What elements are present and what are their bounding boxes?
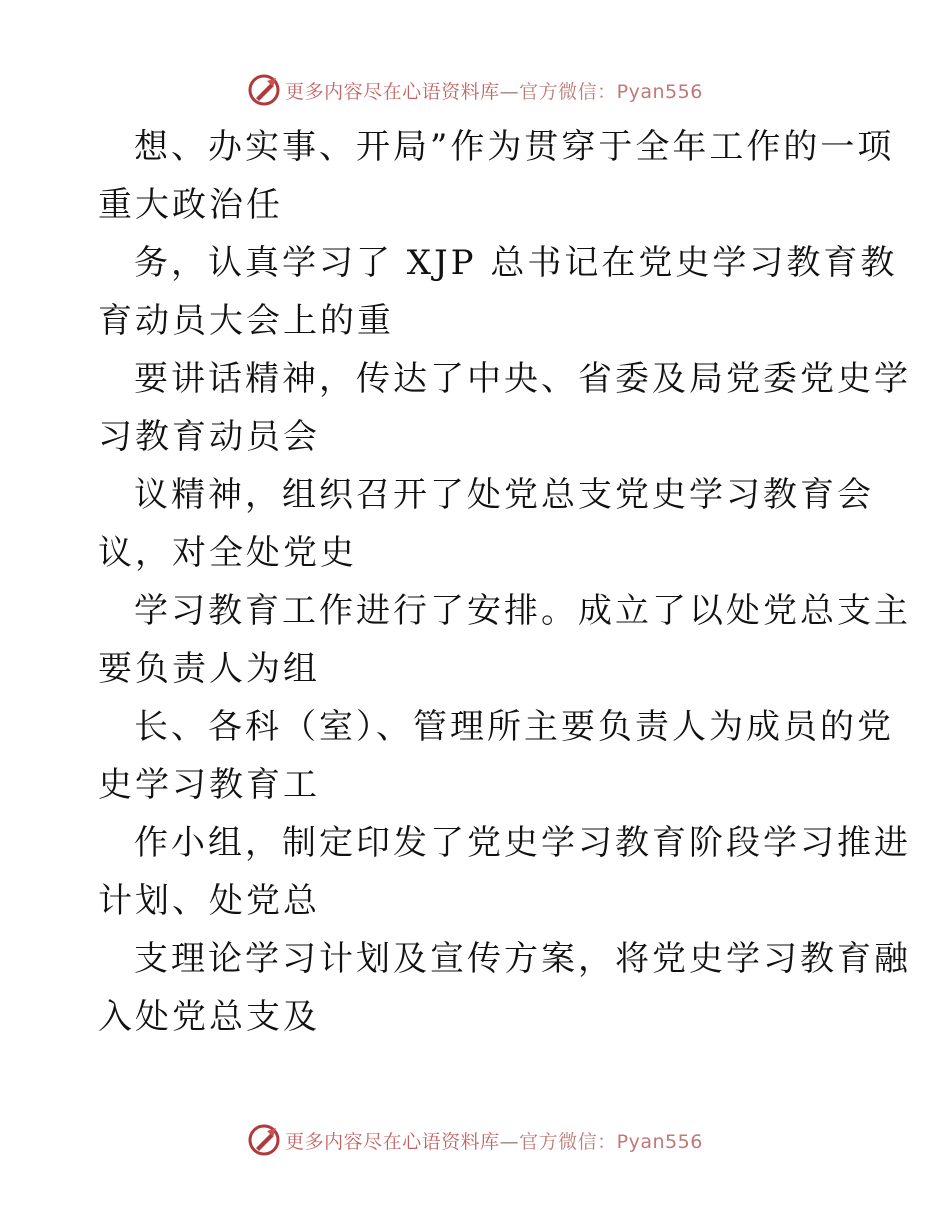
quill-logo-icon bbox=[247, 73, 281, 107]
line-first: 学习教育工作进行了安排。成立了以处党总支主 bbox=[134, 591, 911, 631]
watermark-contact: 官方微信：Pyan556 bbox=[519, 80, 703, 103]
line-first: 支理论学习计划及宣传方案，将党史学习教育融 bbox=[134, 939, 911, 979]
line-rest: 育动员大会上的重 bbox=[98, 301, 394, 341]
line-first: 议精神，组织召开了处党总支党史学习教育会 bbox=[134, 475, 874, 515]
watermark-separator: — bbox=[499, 1130, 520, 1153]
line-rest: 重大政治任 bbox=[98, 185, 283, 225]
watermark-brand: 更多内容尽在心语资料库 bbox=[285, 1130, 500, 1153]
paragraph-line bbox=[98, 350, 911, 466]
paragraph-line bbox=[98, 234, 898, 350]
document-body bbox=[98, 118, 911, 1046]
line-first: 想、办实事、开局”作为贯穿于全年工作的一项 bbox=[134, 127, 895, 167]
paragraph-line bbox=[98, 930, 911, 1046]
line-rest: 要负责人为组 bbox=[98, 649, 320, 689]
paragraph-line bbox=[98, 814, 911, 930]
line-first: 要讲话精神，传达了中央、省委及局党委党史学 bbox=[134, 359, 911, 399]
header-watermark bbox=[0, 70, 950, 110]
paragraph-line bbox=[98, 698, 894, 814]
quill-logo-icon bbox=[247, 1123, 281, 1157]
line-first: 务，认真学习了 XJP 总书记在党史学习教育教 bbox=[134, 243, 898, 283]
line-rest: 入处党总支及 bbox=[98, 997, 320, 1037]
line-rest: 习教育动员会 bbox=[98, 417, 320, 457]
footer-watermark bbox=[0, 1120, 950, 1160]
line-rest: 计划、处党总 bbox=[98, 881, 320, 921]
paragraph-line bbox=[98, 466, 874, 582]
watermark-separator: — bbox=[499, 80, 520, 103]
watermark-text bbox=[285, 77, 703, 104]
watermark-contact: 官方微信：Pyan556 bbox=[519, 1130, 703, 1153]
line-rest: 史学习教育工 bbox=[98, 765, 320, 805]
line-first: 作小组，制定印发了党史学习教育阶段学习推进 bbox=[134, 823, 911, 863]
watermark-text bbox=[285, 1127, 703, 1154]
paragraph-line bbox=[98, 118, 895, 234]
line-first: 长、各科（室）、管理所主要负责人为成员的党 bbox=[134, 707, 894, 747]
watermark-brand: 更多内容尽在心语资料库 bbox=[285, 80, 500, 103]
paragraph-line bbox=[98, 582, 911, 698]
line-rest: 议，对全处党史 bbox=[98, 533, 357, 573]
